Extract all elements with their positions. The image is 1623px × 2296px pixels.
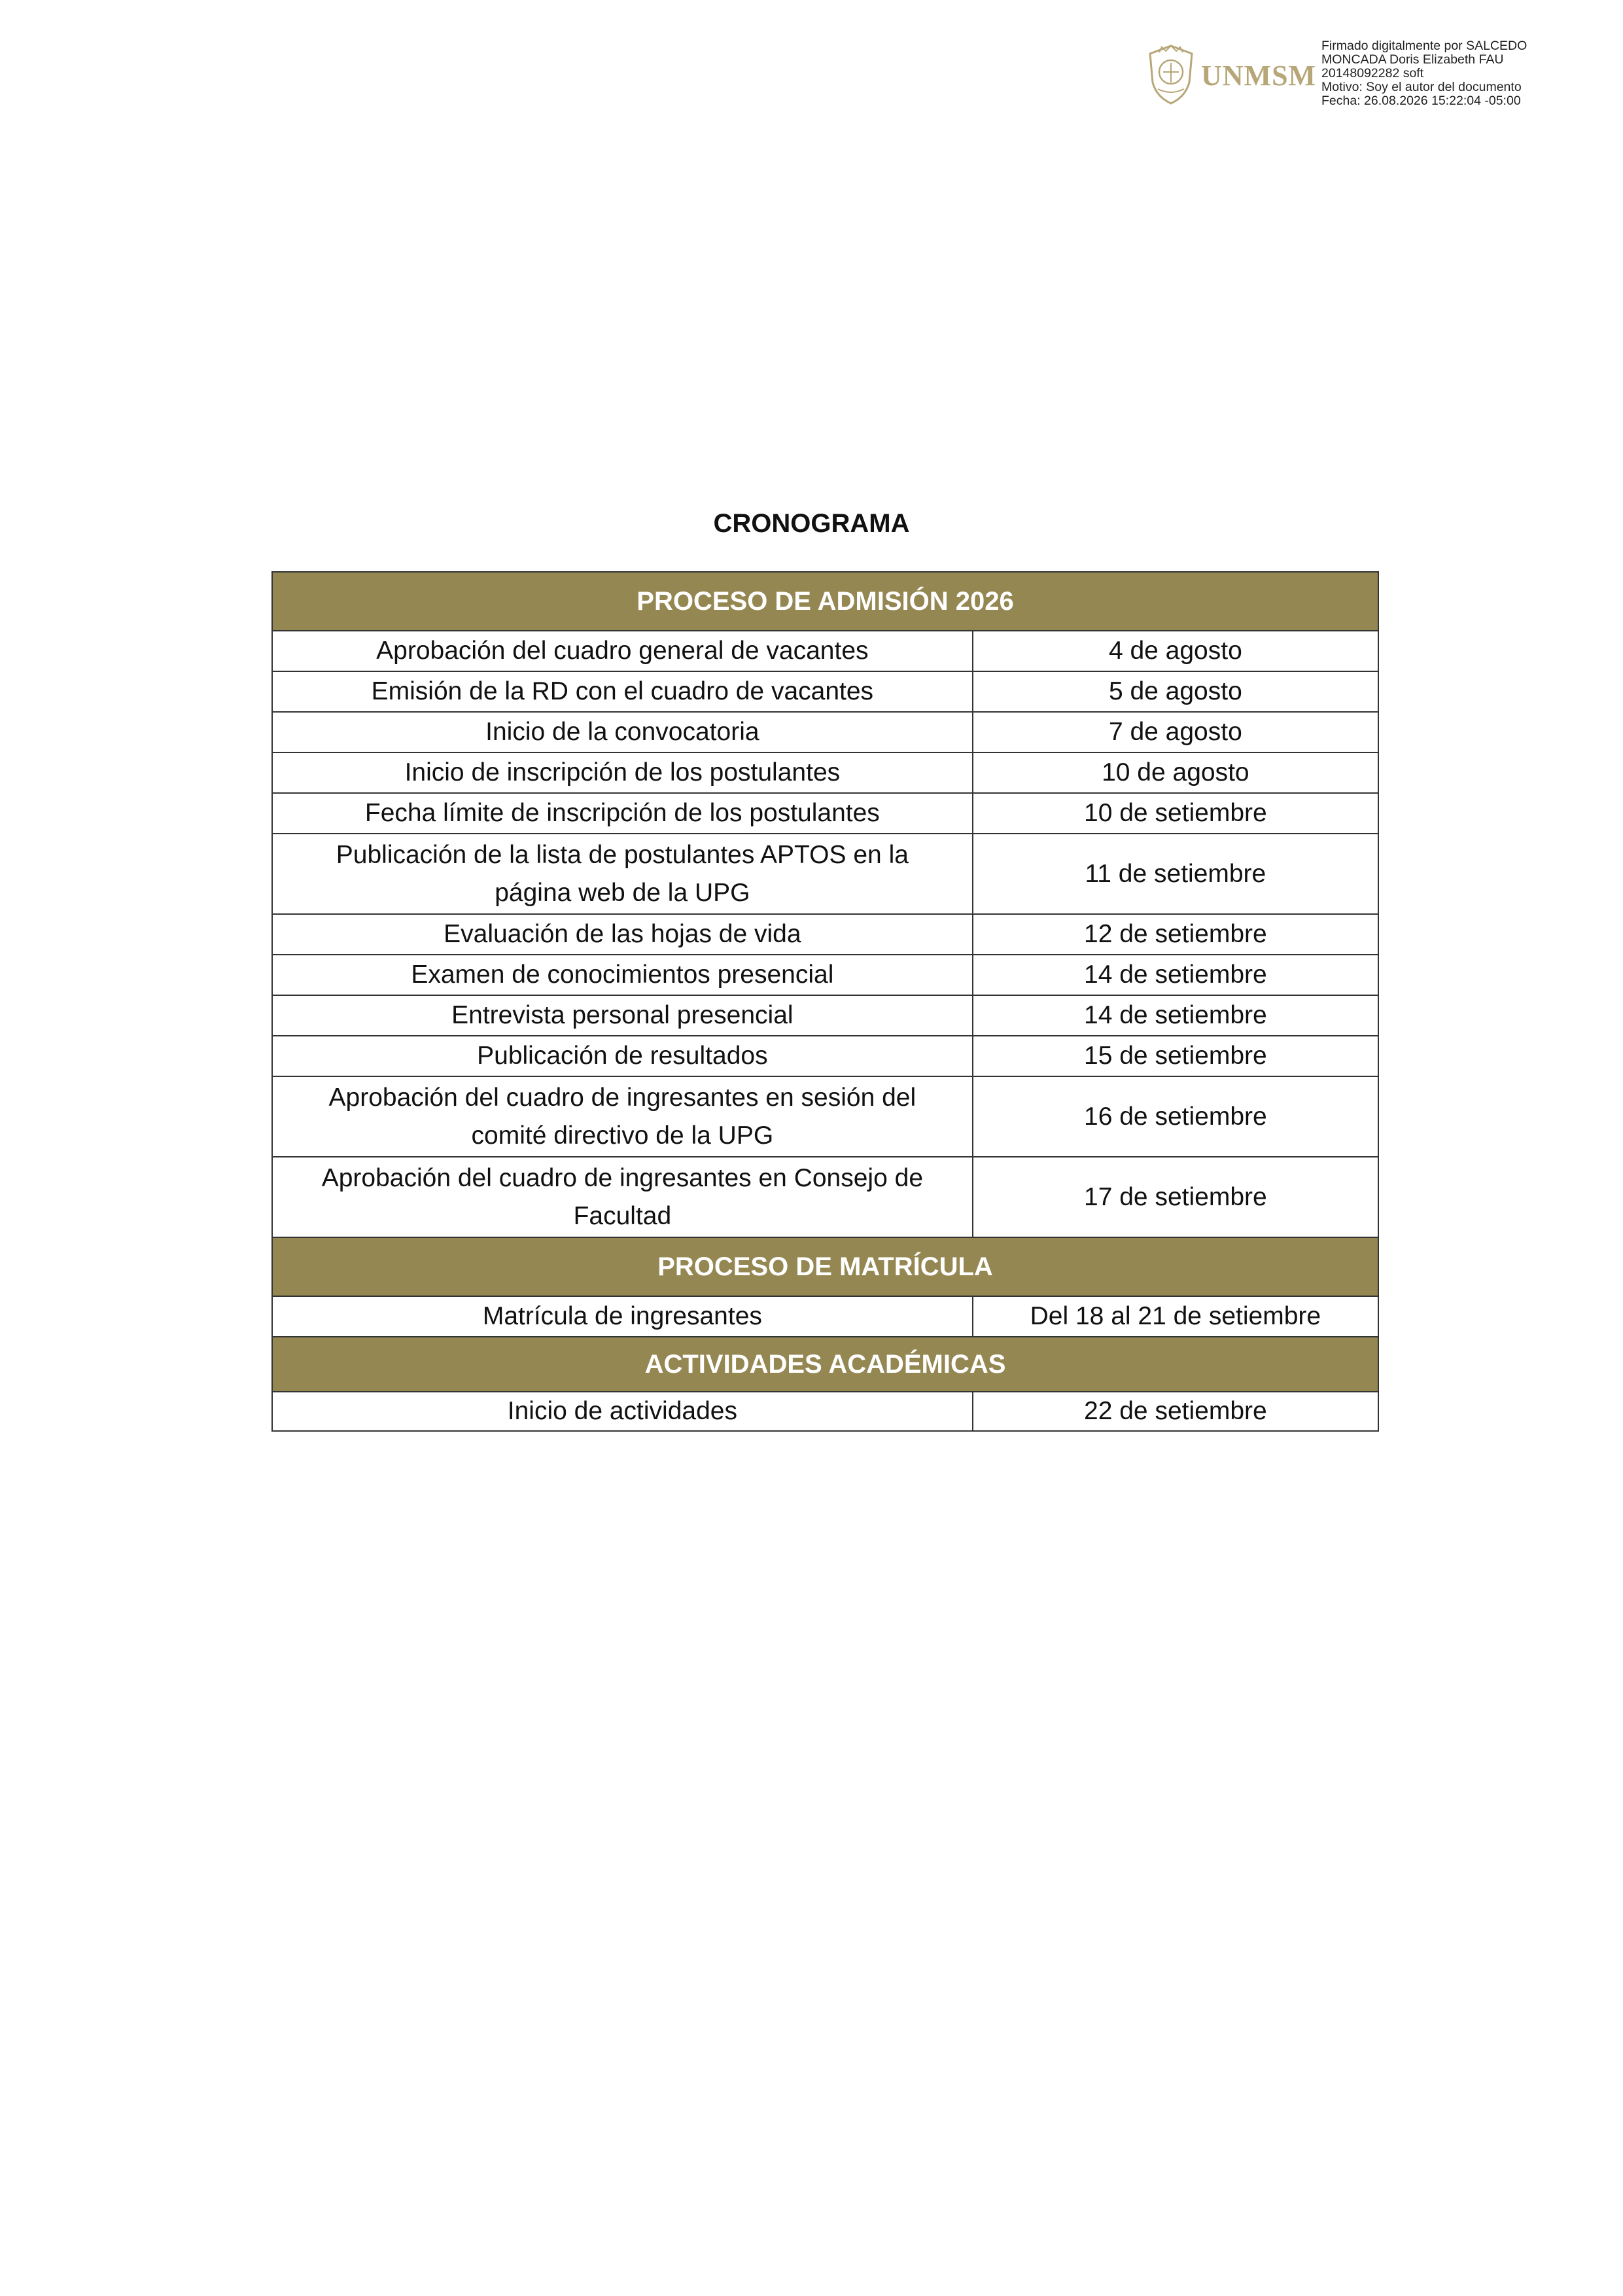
table-row	[272, 1392, 1378, 1431]
date-cell: 14 de setiembre	[973, 955, 1378, 995]
digital-signature-block	[1146, 39, 1604, 111]
table-row	[272, 1076, 1378, 1157]
activity-cell: Inicio de la convocatoria	[272, 712, 973, 752]
activity-line: Facultad	[573, 1201, 672, 1230]
date-cell: 10 de setiembre	[973, 793, 1378, 834]
section-heading: PROCESO DE MATRÍCULA	[272, 1237, 1378, 1296]
section-header-row	[272, 572, 1378, 631]
signature-details	[1321, 39, 1527, 108]
brand-name: UNMSM	[1201, 60, 1317, 92]
date-cell: 11 de setiembre	[973, 834, 1378, 914]
table-row	[272, 752, 1378, 793]
signature-line: 20148092282 soft	[1321, 66, 1424, 80]
signature-line: MONCADA Doris Elizabeth FAU	[1321, 52, 1504, 67]
date-cell: Del 18 al 21 de setiembre	[973, 1296, 1378, 1337]
activity-cell	[272, 1076, 973, 1157]
activity-cell	[272, 1157, 973, 1237]
activity-line: página web de la UPG	[495, 878, 750, 907]
activity-cell	[272, 834, 973, 914]
activity-cell: Inicio de inscripción de los postulantes	[272, 752, 973, 793]
table-row	[272, 834, 1378, 914]
activity-cell: Inicio de actividades	[272, 1392, 973, 1431]
table-row	[272, 793, 1378, 834]
table-row	[272, 955, 1378, 995]
date-cell: 16 de setiembre	[973, 1076, 1378, 1157]
university-seal-icon	[1146, 43, 1196, 106]
date-cell: 14 de setiembre	[973, 995, 1378, 1036]
activity-cell: Publicación de resultados	[272, 1036, 973, 1076]
section-header-row	[272, 1237, 1378, 1296]
activity-line: Aprobación del cuadro de ingresantes en sesión del	[328, 1083, 916, 1112]
table-row	[272, 995, 1378, 1036]
activity-cell: Entrevista personal presencial	[272, 995, 973, 1036]
section-header-row	[272, 1337, 1378, 1392]
date-cell: 22 de setiembre	[973, 1392, 1378, 1431]
section-heading: PROCESO DE ADMISIÓN 2026	[272, 572, 1378, 631]
activity-cell: Fecha límite de inscripción de los postulantes	[272, 793, 973, 834]
table-row	[272, 1036, 1378, 1076]
table-row	[272, 631, 1378, 671]
table-row	[272, 712, 1378, 752]
activity-line: Publicación de la lista de postulantes APTOS en la	[336, 840, 909, 869]
date-cell: 7 de agosto	[973, 712, 1378, 752]
signature-line: Fecha: 26.08.2026 15:22:04 -05:00	[1321, 94, 1521, 108]
table-row	[272, 1157, 1378, 1237]
date-cell: 15 de setiembre	[973, 1036, 1378, 1076]
table-row	[272, 914, 1378, 955]
date-cell: 10 de agosto	[973, 752, 1378, 793]
table-row	[272, 1296, 1378, 1337]
date-cell: 17 de setiembre	[973, 1157, 1378, 1237]
activity-line: Aprobación del cuadro de ingresantes en Consejo de	[321, 1163, 924, 1192]
activity-cell: Matrícula de ingresantes	[272, 1296, 973, 1337]
activity-cell: Examen de conocimientos presencial	[272, 955, 973, 995]
signature-line: Firmado digitalmente por SALCEDO	[1321, 39, 1527, 53]
activity-cell: Aprobación del cuadro general de vacantes	[272, 631, 973, 671]
activity-cell: Emisión de la RD con el cuadro de vacantes	[272, 671, 973, 712]
schedule-table	[271, 571, 1379, 1432]
document-title: CRONOGRAMA	[713, 509, 910, 538]
signature-line: Motivo: Soy el autor del documento	[1321, 80, 1522, 94]
activity-cell: Evaluación de las hojas de vida	[272, 914, 973, 955]
date-cell: 4 de agosto	[973, 631, 1378, 671]
date-cell: 5 de agosto	[973, 671, 1378, 712]
activity-line: comité directivo de la UPG	[471, 1121, 774, 1150]
section-heading: ACTIVIDADES ACADÉMICAS	[272, 1337, 1378, 1392]
table-row	[272, 671, 1378, 712]
date-cell: 12 de setiembre	[973, 914, 1378, 955]
